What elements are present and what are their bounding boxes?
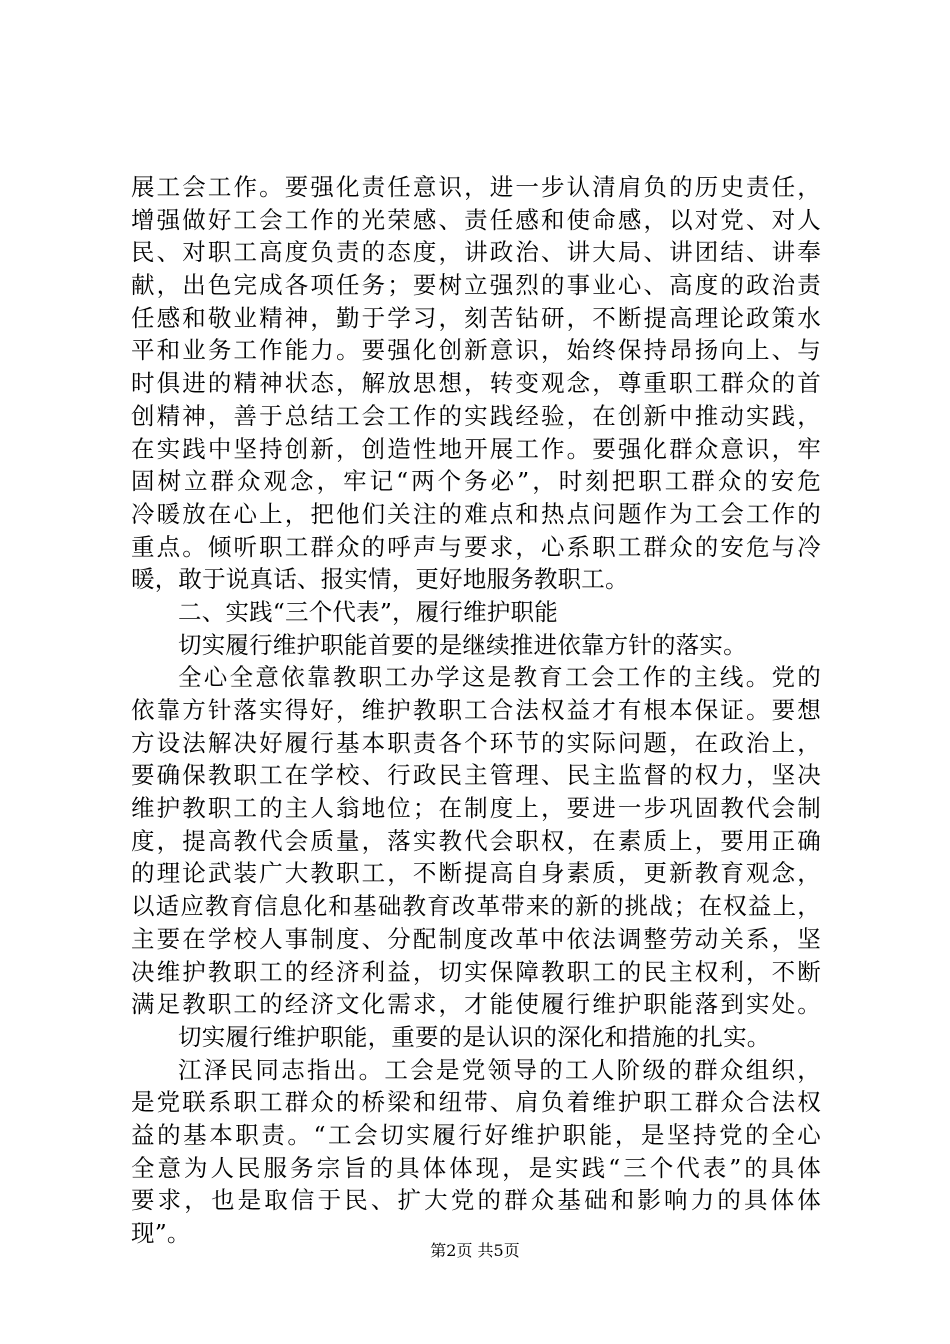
text-line: 冷暖放在心上，把他们关注的难点和热点问题作为工会工作的	[131, 499, 821, 528]
text-line: 创精神，善于总结工会工作的实践经验，在创新中推动实践，	[131, 401, 821, 430]
text-line: 切实履行维护职能，重要的是认识的深化和措施的扎实。	[178, 1022, 771, 1051]
text-line: 暖，敢于说真话、报实情，更好地服务教职工。	[131, 565, 629, 594]
text-line: 全心全意依靠教职工办学这是教育工会工作的主线。党的	[178, 663, 821, 692]
text-line: 全意为人民服务宗旨的具体体现，是实践“三个代表”的具体	[131, 1153, 821, 1182]
text-line: 平和业务工作能力。要强化创新意识，始终保持昂扬向上、与	[131, 336, 821, 365]
text-line: 益的基本职责。“工会切实履行好维护职能，是坚持党的全心	[131, 1120, 821, 1149]
text-line: 满足教职工的经济文化需求，才能使履行维护职能落到实处。	[131, 990, 821, 1019]
text-line: 在实践中坚持创新，创造性地开展工作。要强化群众意识，牢	[131, 434, 821, 463]
text-line: 要确保教职工在学校、行政民主管理、民主监督的权力，坚决	[131, 761, 821, 790]
text-line: 是党联系职工群众的桥梁和纽带、肩负着维护职工群众合法权	[131, 1088, 821, 1117]
text-line: 主要在学校人事制度、分配制度改革中依法调整劳动关系，坚	[131, 924, 821, 953]
text-line: 度，提高教代会质量，落实教代会职权，在素质上，要用正确	[131, 826, 821, 855]
page-number: 第2页 共5页	[430, 1241, 520, 1260]
document-body	[131, 171, 821, 1250]
text-line: 以适应教育信息化和基础教育改革带来的新的挑战；在权益上，	[131, 892, 821, 921]
text-line: 任感和敬业精神，勤于学习，刻苦钻研，不断提高理论政策水	[131, 303, 821, 332]
text-line: 方设法解决好履行基本职责各个环节的实际问题，在政治上，	[131, 728, 821, 757]
text-line: 重点。倾听职工群众的呼声与要求，心系职工群众的安危与冷	[131, 532, 821, 561]
text-line: 时俱进的精神状态，解放思想，转变观念，尊重职工群众的首	[131, 369, 821, 398]
text-line: 依靠方针落实得好，维护教职工合法权益才有根本保证。要想	[131, 696, 821, 724]
text-line: 现”。	[131, 1219, 191, 1247]
text-line: 决维护教职工的经济利益，切实保障教职工的民主权利，不断	[131, 957, 821, 986]
text-line: 要求，也是取信于民、扩大党的群众基础和影响力的具体体	[131, 1186, 821, 1215]
page-footer	[0, 1241, 950, 1261]
text-line: 二、实践“三个代表”，履行维护职能	[178, 597, 558, 626]
text-line: 增强做好工会工作的光荣感、责任感和使命感，以对党、对人	[131, 205, 821, 234]
text-line: 献，出色完成各项任务；要树立强烈的事业心、高度的政治责	[131, 271, 821, 300]
text-line: 展工会工作。要强化责任意识，进一步认清肩负的历史责任，	[131, 173, 821, 201]
text-line: 的理论武装广大教职工，不断提高自身素质，更新教育观念，	[131, 859, 821, 888]
text-line: 切实履行维护职能首要的是继续推进依靠方针的落实。	[178, 630, 747, 659]
text-line: 维护教职工的主人翁地位；在制度上，要进一步巩固教代会制	[131, 794, 821, 823]
text-line: 民、对职工高度负责的态度，讲政治、讲大局、讲团结、讲奉	[131, 238, 821, 267]
text-line: 江泽民同志指出。工会是党领导的工人阶级的群众组织，	[178, 1055, 821, 1084]
text-line: 固树立群众观念，牢记“两个务必”，时刻把职工群众的安危	[131, 467, 821, 496]
